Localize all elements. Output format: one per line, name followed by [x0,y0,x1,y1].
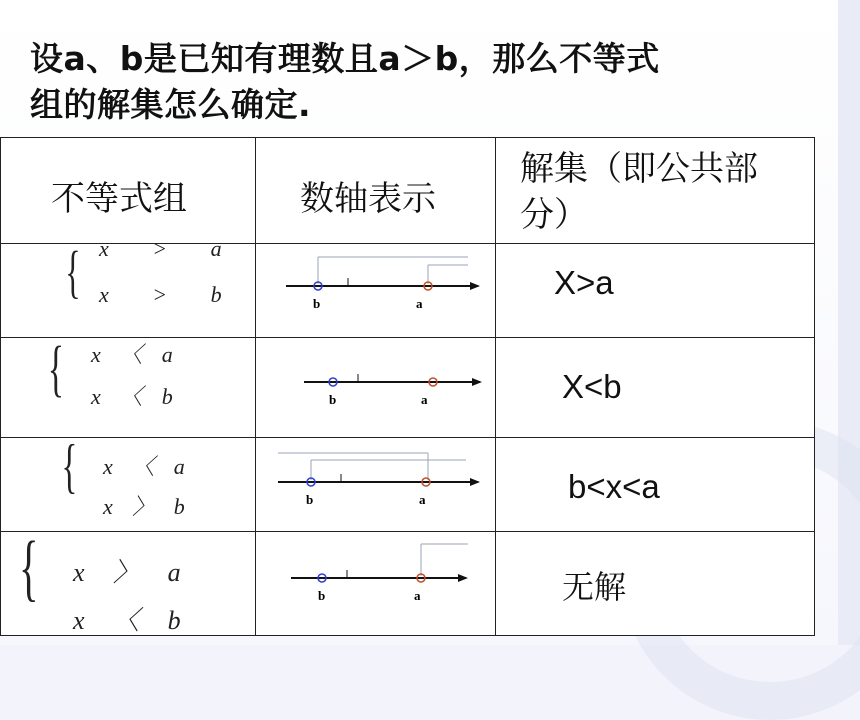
inequality-line [99,282,222,308]
point-a-label: a [414,588,421,603]
inequality-line [73,600,181,637]
inequality-line [103,490,185,521]
header-solution-set: 解集（即公共部分） [520,149,758,235]
solution-cell [496,438,815,532]
constant: a [210,236,222,261]
solution-cell [496,338,815,438]
point-a-label: a [419,492,426,507]
point-a-label: a [416,296,423,311]
point-a-label: a [421,392,428,407]
number-line-diagram [256,532,495,636]
inequality-line [91,380,173,411]
constant: a [161,342,173,367]
constant: b [167,606,181,635]
axis-arrow-icon [458,574,468,582]
constant: b [161,384,173,409]
point-b-label: b [306,492,314,507]
header-system: 不等式组 [51,179,187,219]
axis-cell [256,532,496,636]
inequality-line [103,450,185,481]
system-cell [1,527,256,636]
system-cell [1,335,256,438]
variable: x [99,236,109,261]
constant: a [173,454,185,479]
variable: x [73,558,85,587]
point-b-label: b [318,588,326,603]
variable: x [91,342,101,367]
inequality-line [91,338,173,369]
number-line-diagram [256,338,495,438]
header-number-line: 数轴表示 [300,179,436,219]
solution-text: b<x<a [568,468,660,505]
variable: x [103,494,113,519]
table-row [1,532,815,636]
header-cell-solution [496,138,815,244]
solution-cell [496,532,815,636]
variable: x [103,454,113,479]
point-b-label: b [329,392,337,407]
header-cell-system [1,138,256,244]
solution-cell [496,244,815,338]
inequality-line [73,552,181,589]
system-cell [1,433,256,532]
relation: 〈 [120,384,143,409]
relation: 〈 [113,606,140,635]
left-brace-icon: { [18,527,39,609]
table-row [1,244,815,338]
number-line-diagram [256,244,495,338]
axis-arrow-icon [470,282,480,290]
variable: x [99,282,109,307]
question-line-2: 组的解集怎么确定. [30,85,312,124]
axis-cell [256,338,496,438]
constant: a [167,558,181,587]
relation: > [152,282,168,307]
number-line-diagram [256,438,495,532]
inequality-line [99,236,222,262]
left-brace-icon: { [65,239,81,304]
axis-cell [256,244,496,338]
relation: 〉 [113,558,140,587]
constant: b [210,282,222,307]
table-header-row [1,138,815,244]
relation: 〈 [132,454,155,479]
left-brace-icon: { [61,433,78,499]
solution-text: X<b [562,368,622,405]
question-line-1: 设a、b是已知有理数且a＞b，那么不等式 [30,39,660,78]
axis-arrow-icon [470,478,480,486]
header-cell-axis [256,138,496,244]
axis-cell [256,438,496,532]
solution-text: 无解 [562,568,627,606]
table-row [1,338,815,438]
left-brace-icon: { [47,335,65,403]
variable: x [91,384,101,409]
system-cell [1,236,256,338]
table-row [1,438,815,532]
solution-text: X>a [554,264,614,301]
relation: 〉 [132,494,155,519]
inequality-table [0,137,815,636]
constant: b [173,494,185,519]
question-text [30,36,820,128]
axis-arrow-icon [472,378,482,386]
relation: > [152,236,168,261]
point-b-label: b [313,296,321,311]
variable: x [73,606,85,635]
relation: 〈 [120,342,143,367]
